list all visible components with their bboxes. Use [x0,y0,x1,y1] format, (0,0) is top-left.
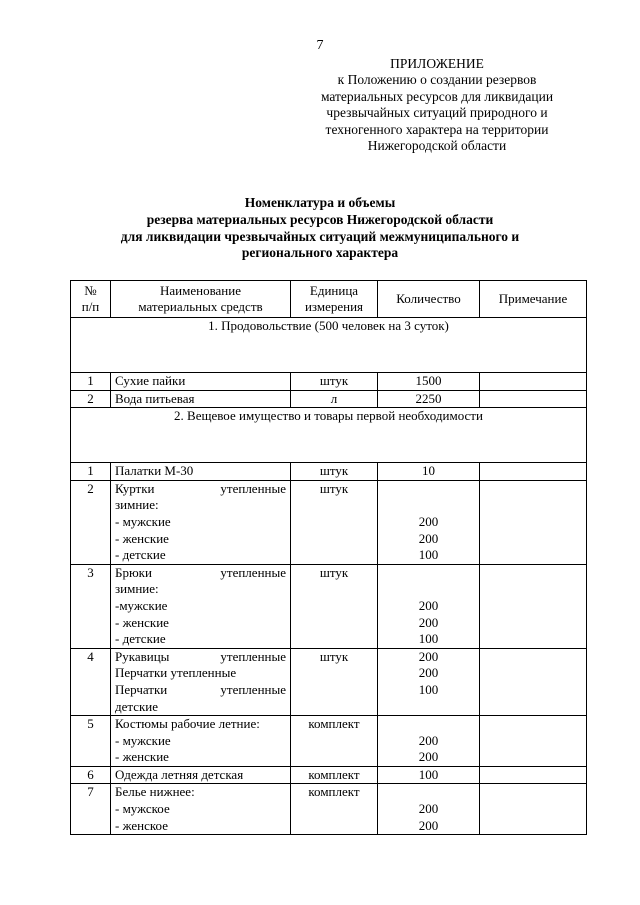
qty-line [382,699,475,716]
qty-line: 200 [418,801,439,817]
cell-qty [378,716,480,767]
appendix-line: к Положению о создании резервов [337,72,537,88]
cell-qty [378,564,480,648]
appendix-line: Нижегородской области [367,138,507,154]
qty-line: 200 [418,732,439,748]
qty-line [382,784,475,801]
name-line: Куртки утепленные [115,480,286,496]
cell-num: 2 [71,480,111,564]
qty-line: 100 [418,547,439,563]
name-line: Брюки утепленные [115,564,286,580]
table-row [71,648,587,715]
cell-note [480,373,587,391]
name-line: детские [115,698,159,714]
qty-line: 100 [418,681,439,697]
section-row [71,318,587,373]
qty-line: 100 [418,631,439,647]
name-line: Перчатки утепленные [115,681,286,697]
cell-note [480,648,587,715]
cell-unit: комплект [291,716,378,767]
qty-line: 10 [422,463,435,479]
cell-num: 1 [71,463,111,481]
cell-note [480,480,587,564]
cell-unit: штук [291,480,378,564]
name-line: Костюмы рабочие летние: [115,716,260,732]
name-line: зимние: [115,497,159,513]
name-line: - женские [115,614,169,630]
appendix-block [292,56,582,154]
qty-line [382,565,475,582]
cell-num: 4 [71,648,111,715]
cell-name [111,390,291,408]
section-title: 2. Вещевое имущество и товары первой необходимости [71,408,587,463]
qty-line: 200 [418,614,439,630]
section-row [71,408,587,463]
name-line: - мужские [115,732,171,748]
cell-unit: штук [291,373,378,391]
cell-note [480,390,587,408]
cell-qty [378,784,480,835]
name-line: Сухие пайки [115,373,186,388]
appendix-line: материальных ресурсов для ликвидации [320,88,554,104]
title-line: Номенклатура и объемы [244,195,396,210]
qty-line: 200 [418,597,439,613]
table-row [71,766,587,784]
name-line: - женские [115,530,169,546]
nomenclature-table [70,280,587,835]
qty-line [382,497,475,514]
name-line: Вода питьевая [115,390,195,406]
header-unit: Единица измерения [291,281,378,318]
cell-unit: комплект [291,784,378,835]
cell-name [111,564,291,648]
cell-name [111,480,291,564]
name-line: - женские [115,749,169,765]
cell-qty [378,766,480,784]
qty-line: 200 [418,749,439,765]
cell-qty [378,373,480,391]
qty-line: 200 [418,530,439,546]
name-line: - детские [115,631,166,647]
cell-qty [378,390,480,408]
appendix-line: техногенного характера на территории [325,121,549,137]
qty-line: 2250 [415,390,442,406]
cell-note [480,766,587,784]
table-row [71,480,587,564]
title-line: регионального характера [241,245,399,261]
name-line: Перчатки утепленные [115,665,237,681]
qty-line [382,581,475,598]
cell-note [480,716,587,767]
name-line: Рукавицы утепленные [115,648,286,664]
cell-num: 1 [71,373,111,391]
cell-note [480,564,587,648]
cell-num: 7 [71,784,111,835]
qty-line: 100 [418,766,439,782]
table-row [71,373,587,391]
cell-qty [378,648,480,715]
table-header-row [71,281,587,318]
name-line: -мужские [115,597,168,613]
table-row [71,463,587,481]
header-qty: Количество [378,281,480,318]
qty-line: 200 [418,665,439,681]
cell-num: 2 [71,390,111,408]
name-line: - мужские [115,513,171,529]
name-line: зимние: [115,581,159,597]
table-row [71,716,587,767]
table-row [71,564,587,648]
page-number: 7 [316,38,324,53]
name-line: - мужское [115,801,170,817]
cell-note [480,463,587,481]
qty-line: 200 [418,513,439,529]
header-note: Примечание [480,281,587,318]
cell-name [111,784,291,835]
qty-line: 1500 [415,373,442,388]
cell-num: 6 [71,766,111,784]
table-row [71,784,587,835]
name-line: Одежда летняя детская [115,766,244,782]
cell-note [480,784,587,835]
qty-line: 200 [418,648,439,664]
header-num: № п/п [71,281,111,318]
name-line: Белье нижнее: [115,784,195,800]
name-line: - женское [115,817,168,833]
title-line: резерва материальных ресурсов Нижегородской области [146,211,494,227]
qty-line: 200 [418,817,439,833]
title-line: для ликвидации чрезвычайных ситуаций межмуниципального и [120,228,520,244]
cell-unit: комплект [291,766,378,784]
cell-num: 3 [71,564,111,648]
cell-num: 5 [71,716,111,767]
table-row [71,390,587,408]
section-title: 1. Продовольствие (500 человек на 3 суток) [71,318,587,373]
cell-qty [378,480,480,564]
header-name: Наименование материальных средств [111,281,291,318]
appendix-heading: ПРИЛОЖЕНИЕ [390,56,484,71]
cell-unit: штук [291,564,378,648]
qty-line [382,716,475,733]
appendix-line: чрезвычайных ситуаций природного и [326,105,548,121]
document-title [0,195,640,262]
cell-name [111,373,291,391]
qty-line [382,481,475,498]
cell-name [111,648,291,715]
cell-name [111,766,291,784]
name-line: Палатки М-30 [115,463,194,479]
cell-unit: штук [291,463,378,481]
cell-name [111,463,291,481]
cell-unit: штук [291,648,378,715]
cell-unit: л [291,390,378,408]
cell-name [111,716,291,767]
cell-qty [378,463,480,481]
name-line: - детские [115,547,166,563]
